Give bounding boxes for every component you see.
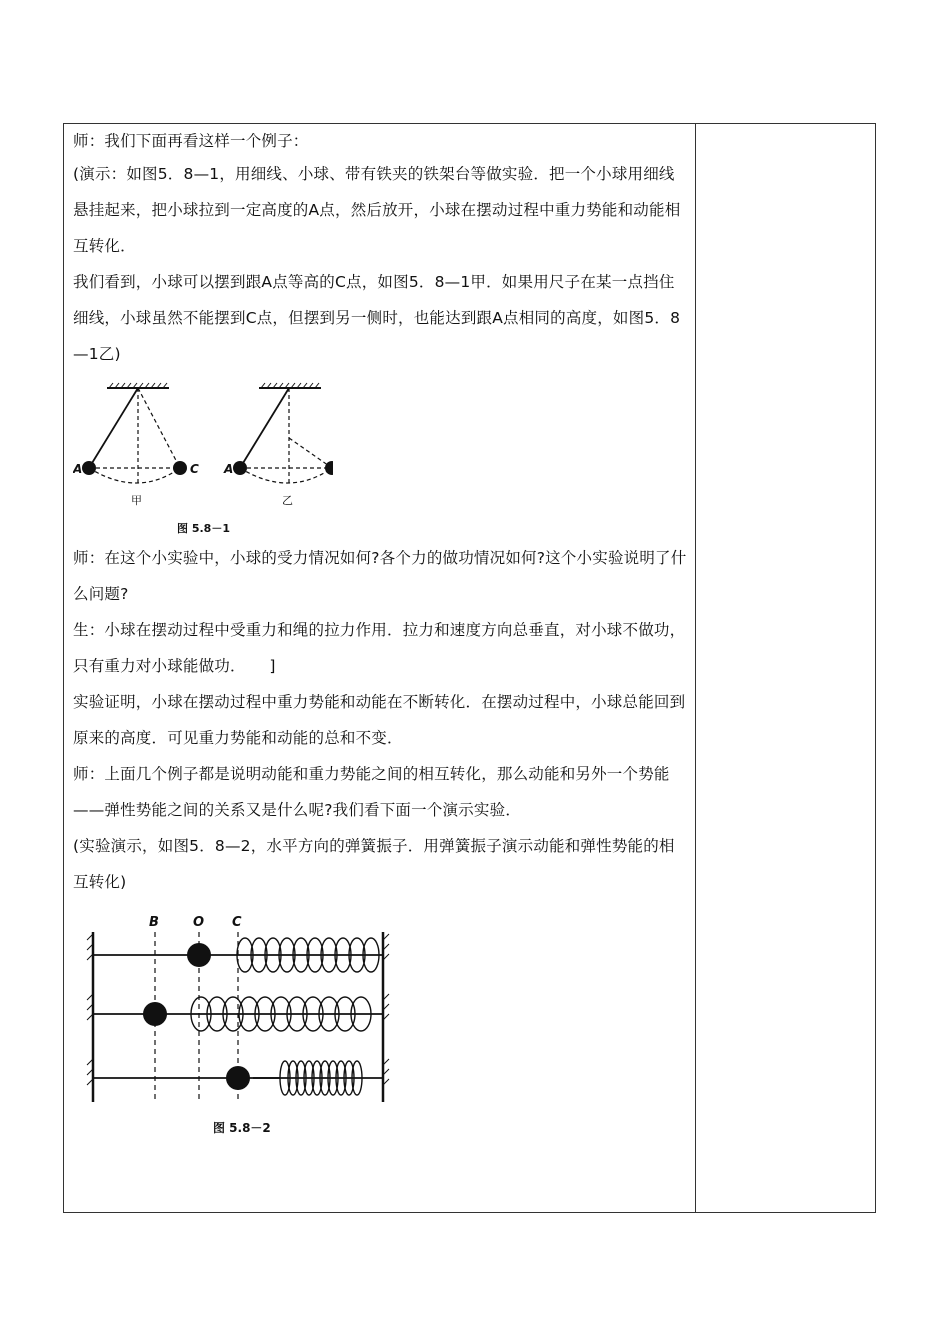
- column-divider: [695, 124, 696, 1212]
- paragraph-observation: 我们看到，小球可以摆到跟A点等高的C点，如图5．8—1甲．如果用尺子在某一点挡住细线，小球虽然不能摆到C点，但摆到另一侧时，也能达到跟A点相同的高度，如图5．8—1乙): [73, 273, 681, 363]
- ball-row2: [143, 1002, 167, 1026]
- ball-a-left: [82, 461, 96, 475]
- label-c-left: C: [190, 462, 199, 476]
- label-a-right: A: [224, 462, 234, 476]
- pendulum-figure: [73, 380, 333, 540]
- ball-row1: [187, 943, 211, 967]
- lesson-table: [63, 123, 876, 1213]
- sublabel-right: 乙: [282, 494, 293, 507]
- ball-row3: [226, 1066, 250, 1090]
- paragraph-student-answer: 生：小球在摆动过程中受重力和绳的拉力作用．拉力和速度方向总垂直，对小球不做功，只有重力对小球能做功． ]: [73, 621, 686, 675]
- figure1-caption: 图 5.8－1: [177, 522, 230, 535]
- pendulum-left: [73, 383, 199, 507]
- paragraph-teacher-intro: 师：我们下面再看这样一个例子：: [73, 132, 309, 150]
- label-c: C: [232, 915, 242, 930]
- paragraph-conclusion: 实验证明，小球在摆动过程中重力势能和动能在不断转化．在摆动过程中，小球总能回到原来的高度．可见重力势能和动能的总和不变．: [73, 693, 686, 747]
- ball-right-end: [325, 461, 333, 475]
- label-a-left: A: [73, 462, 83, 476]
- label-b: B: [149, 915, 159, 930]
- spring-oscillator-figure: [73, 910, 403, 1140]
- paragraph-spring-demo: (实验演示，如图5．8—2，水平方向的弹簧振子．用弹簧振子演示动能和弹性势能的相互转化): [73, 837, 675, 891]
- pendulum-right: [223, 383, 333, 507]
- paragraph-demo-setup: (演示：如图5．8—1，用细线、小球、带有铁夹的铁架台等做实验．把一个小球用细线悬挂起来，把小球拉到一定高度的A点，然后放开，小球在摆动过程中重力势能和动能相互转化．: [73, 165, 681, 255]
- label-o: O: [193, 915, 205, 930]
- paragraph-elastic-intro: 师：上面几个例子都是说明动能和重力势能之间的相互转化，那么动能和另外一个势能——弹性势能之间的关系又是什么呢?我们看下面一个演示实验．: [73, 765, 670, 819]
- main-content-cell: [73, 124, 687, 1140]
- ball-a-right: [233, 461, 247, 475]
- ball-c-left: [173, 461, 187, 475]
- paragraph-question: 师：在这个小实验中，小球的受力情况如何?各个力的做功情况如何?这个小实验说明了什么问题?: [73, 549, 687, 603]
- figure2-caption: 图 5.8－2: [213, 1121, 271, 1135]
- sublabel-left: 甲: [131, 494, 142, 507]
